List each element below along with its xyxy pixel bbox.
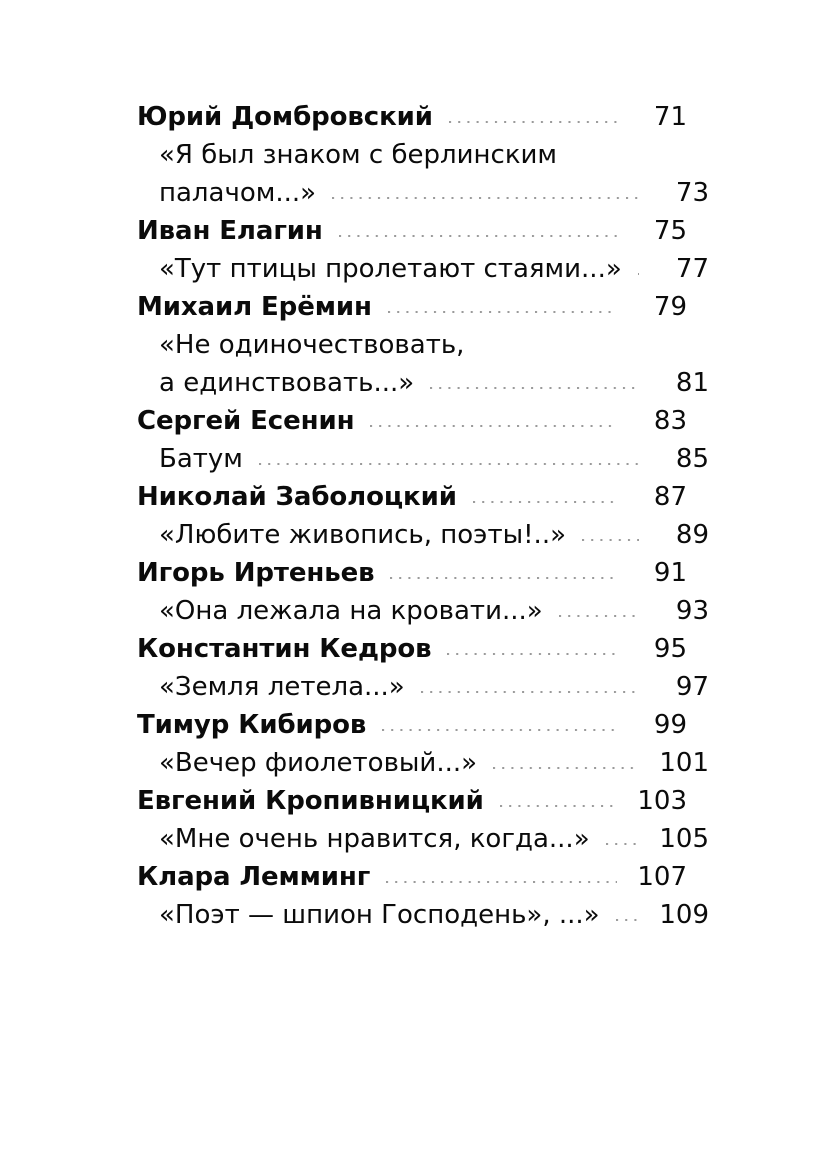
toc-title-row[interactable] — [137, 592, 709, 630]
dot-leader — [638, 251, 639, 277]
toc-title-label: «Она лежала на кровати...» — [159, 596, 543, 626]
toc-title-row[interactable] — [137, 364, 709, 402]
toc-author-label: Михаил Ерёмин — [137, 292, 372, 322]
toc-author-row[interactable] — [137, 478, 687, 516]
toc-title-label: «Мне очень нравится, когда...» — [159, 824, 590, 854]
dot-leader — [616, 897, 639, 923]
dot-leader — [473, 479, 617, 505]
toc-author-row[interactable] — [137, 554, 687, 592]
toc-page-number: 89 — [675, 520, 709, 550]
toc-title-label: «Любите живопись, поэты!..» — [159, 520, 566, 550]
dot-leader — [449, 99, 617, 125]
dot-leader — [493, 745, 639, 771]
toc-page-number: 79 — [653, 292, 687, 322]
toc-page-number: 81 — [675, 368, 709, 398]
toc-page-number: 99 — [653, 710, 687, 740]
toc-page-number: 91 — [653, 558, 687, 588]
dot-leader — [573, 137, 639, 163]
toc-title-row[interactable] — [137, 744, 709, 782]
toc-author-label: Николай Заболоцкий — [137, 482, 457, 512]
toc-title-label: «Земля летела...» — [159, 672, 405, 702]
table-of-contents-list — [137, 98, 709, 934]
toc-title-row[interactable] — [137, 820, 709, 858]
toc-title-row[interactable] — [137, 326, 709, 364]
toc-title-row[interactable] — [137, 250, 709, 288]
dot-leader — [332, 175, 639, 201]
dot-leader — [421, 669, 639, 695]
toc-title-row[interactable] — [137, 516, 709, 554]
dot-leader — [582, 517, 639, 543]
toc-page-number: 107 — [637, 862, 687, 892]
toc-author-label: Игорь Иртеньев — [137, 558, 375, 588]
toc-page-number: 103 — [637, 786, 687, 816]
dot-leader — [480, 327, 639, 353]
toc-author-label: Евгений Кропивницкий — [137, 786, 484, 816]
toc-title-label: палачом...» — [159, 178, 317, 208]
toc-author-label: Юрий Домбровский — [137, 102, 433, 132]
toc-page-number: 87 — [653, 482, 687, 512]
toc-page-number: 101 — [659, 748, 709, 778]
dot-leader — [559, 593, 639, 619]
toc-page-number: 77 — [675, 254, 709, 284]
toc-author-label: Иван Елагин — [137, 216, 323, 246]
toc-author-row[interactable] — [137, 288, 687, 326]
dot-leader — [382, 707, 617, 733]
toc-page-number: 83 — [653, 406, 687, 436]
toc-author-row[interactable] — [137, 706, 687, 744]
toc-page-number: 71 — [653, 102, 687, 132]
toc-title-row[interactable] — [137, 668, 709, 706]
toc-author-row[interactable] — [137, 630, 687, 668]
dot-leader — [447, 631, 617, 657]
dot-leader — [500, 783, 617, 809]
toc-author-row[interactable] — [137, 212, 687, 250]
toc-page-number: 95 — [653, 634, 687, 664]
toc-title-label: «Вечер фиолетовый...» — [159, 748, 478, 778]
toc-page-number: 109 — [659, 900, 709, 930]
toc-title-label: а единствовать...» — [159, 368, 415, 398]
dot-leader — [259, 441, 639, 467]
toc-author-row[interactable] — [137, 782, 687, 820]
toc-page-number: 97 — [675, 672, 709, 702]
toc-page-number: 105 — [659, 824, 709, 854]
toc-title-label: «Поэт — шпион Господень», ...» — [159, 900, 600, 930]
dot-leader — [606, 821, 639, 847]
toc-title-row[interactable] — [137, 440, 709, 478]
dot-leader — [386, 859, 617, 885]
toc-title-row[interactable] — [137, 896, 709, 934]
toc-author-label: Константин Кедров — [137, 634, 432, 664]
dot-leader — [430, 365, 639, 391]
toc-author-row[interactable] — [137, 858, 687, 896]
toc-title-label: Батум — [159, 444, 243, 474]
toc-author-label: Сергей Есенин — [137, 406, 355, 436]
toc-author-row[interactable] — [137, 402, 687, 440]
toc-author-label: Клара Лемминг — [137, 862, 371, 892]
toc-title-label: «Я был знаком с берлинским — [159, 140, 558, 170]
toc-title-label: «Не одиночествовать, — [159, 330, 465, 360]
toc-page-number: 75 — [653, 216, 687, 246]
dot-leader — [390, 555, 617, 581]
toc-title-row[interactable] — [137, 136, 709, 174]
toc-page-number: 93 — [675, 596, 709, 626]
toc-page-number: 73 — [675, 178, 709, 208]
toc-author-row[interactable] — [137, 98, 687, 136]
dot-leader — [388, 289, 617, 315]
toc-page-number: 85 — [675, 444, 709, 474]
toc-title-row[interactable] — [137, 174, 709, 212]
toc-title-label: «Тут птицы пролетают стаями...» — [159, 254, 622, 284]
dot-leader — [370, 403, 617, 429]
toc-author-label: Тимур Кибиров — [137, 710, 367, 740]
dot-leader — [339, 213, 617, 239]
